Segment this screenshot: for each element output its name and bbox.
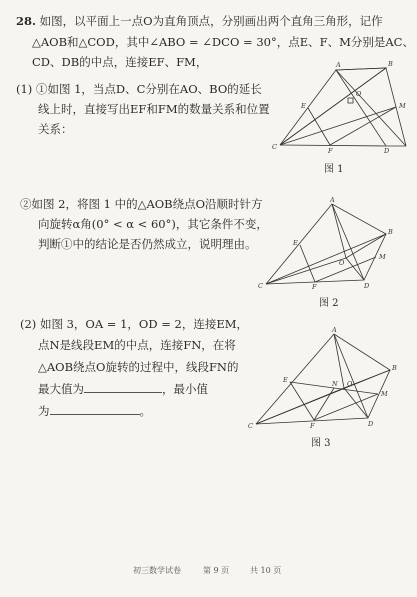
fig1-label-o: O bbox=[356, 90, 362, 98]
part1-line-4: ②如图 2，将图 1 中的△AOB绕点O沿顺时针方 bbox=[20, 197, 263, 211]
fig1-label-d: D bbox=[384, 147, 390, 155]
part1-line-5: 向旋转α角(0° < α < 60°)，其它条件不变， bbox=[38, 217, 268, 231]
fig1-label-f: F bbox=[328, 147, 333, 155]
figure-2 bbox=[258, 196, 402, 291]
figure-1 bbox=[268, 58, 408, 158]
fig3-segment-fm bbox=[314, 394, 378, 420]
figure-3-diagram bbox=[250, 328, 406, 430]
part2-line-1: (2) 如图 3，OA = 1，OD = 2，连接EM， bbox=[20, 317, 248, 331]
figure-3-caption: 图 3 bbox=[311, 438, 331, 449]
fig3-label-e: E bbox=[283, 376, 288, 384]
question-intro-line-1 bbox=[16, 14, 383, 28]
part2-line-5 bbox=[38, 404, 151, 418]
question-intro-text-1: 如图，以平面上一点O为直角顶点，分别画出两个直角三角形，记作 bbox=[39, 14, 383, 28]
fig3-label-m: M bbox=[381, 390, 388, 398]
fig3-label-b: B bbox=[392, 364, 397, 372]
fig2-label-o: O bbox=[339, 259, 345, 267]
fig1-right-angle-mark bbox=[348, 98, 353, 103]
fig1-segment-fm bbox=[330, 107, 396, 145]
fig1-line-cm bbox=[280, 107, 396, 145]
fig3-label-o: O bbox=[347, 380, 353, 388]
figure-2-caption: 图 2 bbox=[319, 298, 339, 309]
max-value-suffix: ，最小值 bbox=[162, 382, 208, 396]
fig3-outer-triangle bbox=[256, 334, 390, 424]
fig3-label-f: F bbox=[310, 422, 315, 430]
footer-page-number: 第 9 页 bbox=[203, 566, 230, 575]
fig3-label-c: C bbox=[248, 422, 253, 430]
fig2-label-m: M bbox=[379, 253, 386, 261]
fig2-line-co bbox=[266, 258, 346, 284]
fig2-line-od bbox=[346, 258, 364, 280]
fig1-label-a: A bbox=[336, 61, 341, 69]
part1-line-6: 判断①中的结论是否仍然成立，说明理由。 bbox=[38, 237, 257, 251]
part1-line-2: 线上时，直接写出EF和FM的数量关系和位置 bbox=[38, 102, 270, 116]
min-value-answer-blank[interactable] bbox=[50, 404, 140, 415]
part2-line-2: 点N是线段EM的中点，连接FN，在将 bbox=[38, 338, 236, 352]
fig1-line-ao bbox=[336, 70, 386, 146]
fig2-segment-fm bbox=[315, 257, 376, 282]
question-intro-line-3: CD、DB的中点，连接EF、FM， bbox=[32, 55, 208, 69]
part1-line-3: 关系： bbox=[38, 122, 73, 136]
question-intro-line-2: △AOB和△COD，其中∠ABO = ∠DCO = 30°，点E、F、M分别是AC、 bbox=[32, 35, 414, 49]
figure-1-caption: 图 1 bbox=[324, 164, 344, 175]
fig2-segment-ef bbox=[300, 245, 315, 282]
fig1-label-e: E bbox=[301, 102, 306, 110]
fig1-label-m: M bbox=[399, 102, 406, 110]
footer-exam-title: 初三数学试卷 bbox=[133, 566, 181, 575]
fig1-label-c: C bbox=[272, 143, 277, 151]
part2-line-4 bbox=[38, 382, 208, 396]
fig2-line-ao bbox=[332, 204, 346, 258]
figure-3 bbox=[250, 328, 406, 430]
max-value-answer-blank[interactable] bbox=[84, 382, 162, 393]
fig3-label-n: N bbox=[332, 380, 338, 388]
figure-1-diagram bbox=[268, 58, 408, 158]
fig3-label-a: A bbox=[332, 326, 337, 334]
part2-line-3: △AOB绕点O旋转的过程中，线段FN的 bbox=[38, 360, 239, 374]
part1-line-1: (1) ①如图 1，当点D、C分别在AO、BO的延长 bbox=[16, 82, 262, 96]
min-value-prefix: 为 bbox=[38, 404, 50, 418]
fig1-segment-ef bbox=[308, 108, 330, 145]
fig2-label-d: D bbox=[364, 282, 370, 290]
fig3-label-d: D bbox=[368, 420, 374, 428]
question-number: 28. bbox=[16, 14, 37, 28]
max-value-prefix: 最大值为 bbox=[38, 382, 84, 396]
fig1-label-b: B bbox=[388, 60, 393, 68]
fig3-segment-fn bbox=[314, 388, 334, 420]
figure-2-diagram bbox=[258, 196, 402, 291]
fig3-segment-ef bbox=[290, 382, 314, 420]
fig2-label-f: F bbox=[312, 283, 317, 291]
footer-page-total: 共 10 页 bbox=[250, 566, 282, 575]
fig2-label-a: A bbox=[330, 196, 335, 204]
fig1-bottom-edge bbox=[280, 145, 406, 146]
fig2-label-c: C bbox=[258, 282, 263, 290]
fig2-label-b: B bbox=[388, 228, 393, 236]
min-value-suffix: 。 bbox=[139, 404, 151, 418]
fig2-label-e: E bbox=[293, 239, 298, 247]
